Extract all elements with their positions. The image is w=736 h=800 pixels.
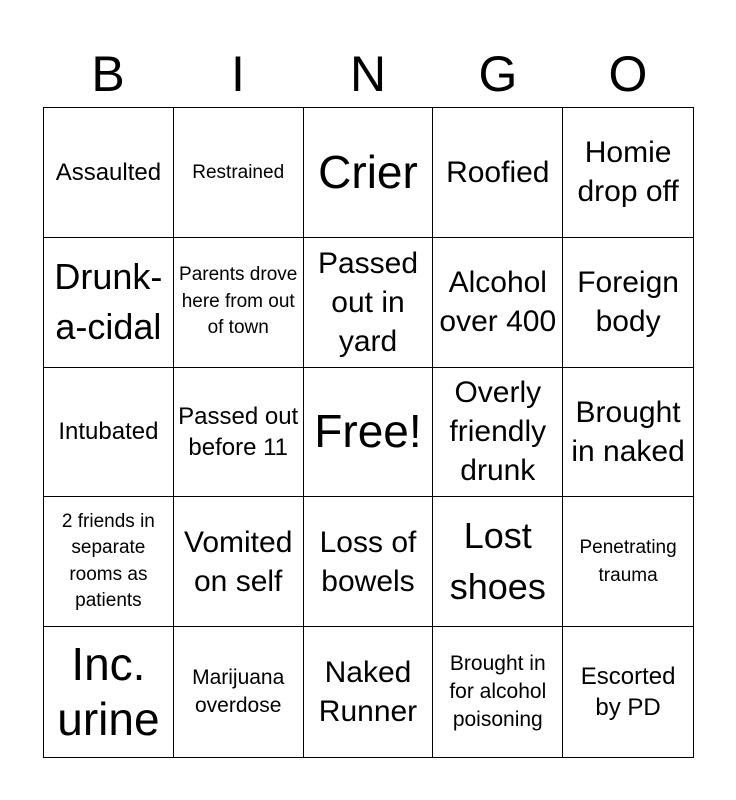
- cell-text: Inc. urine: [57, 637, 160, 746]
- cell-text: Loss of bowels: [319, 525, 417, 598]
- cell-text: Foreign body: [577, 266, 679, 339]
- bingo-cell[interactable]: [174, 368, 304, 498]
- bingo-cell[interactable]: [174, 238, 304, 368]
- cell-text: Lost shoes: [449, 515, 546, 607]
- cell-text: Assaulted: [55, 158, 162, 186]
- cell-text: Parents drove here from out of town: [179, 264, 298, 339]
- cell-text: Brought in for alcohol poisoning: [449, 651, 547, 732]
- cell-text: Vomited on self: [183, 525, 293, 598]
- cell-text: Brought in naked: [571, 395, 685, 468]
- bingo-cell[interactable]: [304, 108, 434, 238]
- cell-text: Naked Runner: [318, 656, 418, 729]
- bingo-cell[interactable]: [44, 108, 174, 238]
- bingo-cell[interactable]: [304, 497, 434, 627]
- bingo-board: [43, 107, 694, 758]
- bingo-cell[interactable]: [563, 627, 693, 757]
- cell-text: Homie drop off: [577, 136, 679, 209]
- cell-text: Penetrating trauma: [579, 537, 677, 586]
- bingo-cell[interactable]: [304, 627, 434, 757]
- bingo-cell[interactable]: [433, 627, 563, 757]
- bingo-cell[interactable]: [563, 238, 693, 368]
- cell-text: Restrained: [192, 161, 285, 183]
- header-letter-g: G: [478, 46, 518, 102]
- cell-text: Drunk-a-cidal: [54, 255, 163, 348]
- header-letter-b: B: [91, 46, 125, 102]
- bingo-cell[interactable]: [304, 238, 434, 368]
- cell-text: Marijuana overdose: [192, 665, 285, 718]
- bingo-free-cell[interactable]: [304, 368, 434, 498]
- cell-text: Crier: [318, 145, 418, 198]
- header-letter-n: N: [349, 46, 387, 102]
- cell-text: Overly friendly drunk: [449, 376, 547, 488]
- bingo-cell[interactable]: [44, 368, 174, 498]
- header-letter-i: I: [231, 46, 245, 102]
- cell-text: 2 friends in separate rooms as patients: [61, 510, 155, 612]
- bingo-cell[interactable]: [563, 368, 693, 498]
- bingo-cell[interactable]: [174, 627, 304, 757]
- bingo-cell[interactable]: [563, 108, 693, 238]
- bingo-cell[interactable]: [44, 627, 174, 757]
- cell-text: Roofied: [446, 155, 550, 189]
- cell-text: Free!: [314, 405, 422, 458]
- bingo-cell[interactable]: [563, 497, 693, 627]
- cell-text: Passed out before 11: [178, 402, 299, 461]
- bingo-cell[interactable]: [433, 238, 563, 368]
- cell-text: Escorted by PD: [580, 662, 676, 722]
- cell-text: Alcohol over 400: [439, 266, 557, 339]
- bingo-cell[interactable]: [44, 238, 174, 368]
- bingo-cell[interactable]: [433, 497, 563, 627]
- bingo-cell[interactable]: [174, 497, 304, 627]
- bingo-cell[interactable]: [174, 108, 304, 238]
- cell-text: Intubated: [58, 418, 159, 446]
- bingo-cell[interactable]: [433, 108, 563, 238]
- bingo-cell[interactable]: [44, 497, 174, 627]
- header-letter-o: O: [608, 46, 648, 102]
- bingo-header: [43, 40, 693, 108]
- cell-text: Passed out in yard: [317, 246, 419, 358]
- bingo-cell[interactable]: [433, 368, 563, 498]
